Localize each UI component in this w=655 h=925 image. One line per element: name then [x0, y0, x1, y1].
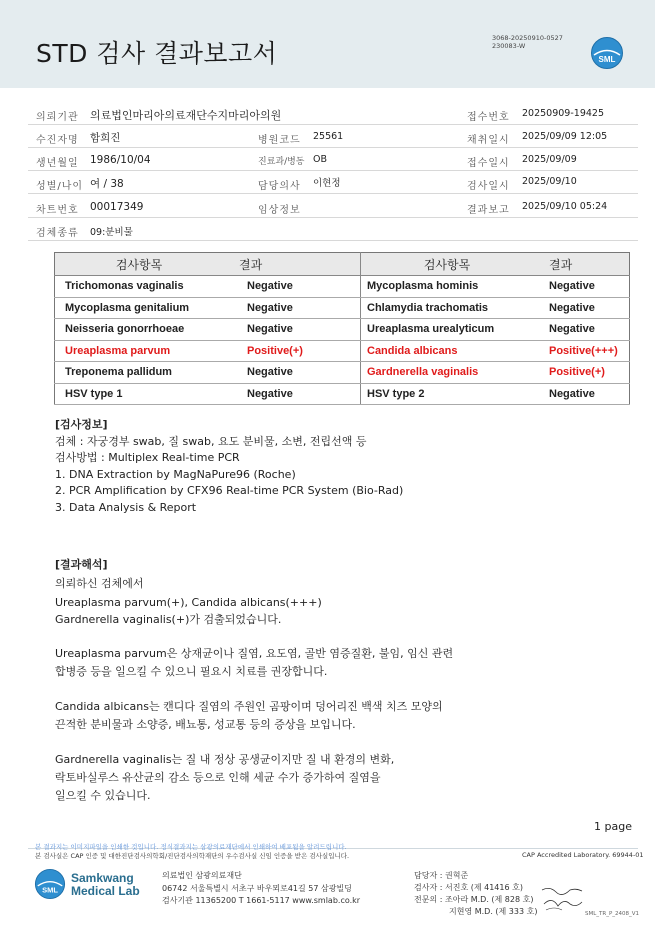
- test-item: Neisseria gonorrhoeae: [55, 319, 224, 341]
- sml-footer-logo-icon: [34, 868, 66, 900]
- test-item: Mycoplasma genitalium: [55, 297, 224, 319]
- birth-label: 생년월일: [36, 158, 79, 169]
- col-result-left: 결과: [223, 253, 361, 276]
- hospital-code-value: 25561: [313, 131, 344, 142]
- specimen-value: 09:분비물: [90, 227, 133, 238]
- test-info-line: 3. Data Analysis & Report: [55, 500, 197, 514]
- accession-label: 접수번호: [467, 112, 510, 123]
- doctor-label: 담당의사: [258, 181, 301, 192]
- manager-row: [414, 870, 537, 882]
- specialist-row: [414, 894, 537, 906]
- reported-value: 2025/09/10 05:24: [522, 201, 608, 212]
- interpretation-line: 끈적한 분비물과 소양증, 배뇨통, 성교통 등의 증상을 보입니다.: [55, 718, 356, 731]
- interpretation-line: 일으킬 수 있습니다.: [55, 789, 151, 802]
- manager-label: 담당자 :: [414, 871, 443, 880]
- info-divider: [28, 170, 638, 171]
- chart-value: 00017349: [90, 201, 144, 213]
- received-label: 접수일시: [467, 158, 510, 169]
- test-result: Negative: [533, 319, 630, 341]
- chart-label: 차트번호: [36, 205, 79, 216]
- test-result: Negative: [533, 276, 630, 298]
- dept-value: OB: [313, 154, 327, 165]
- interpretation-line: 합병증 등을 일으킬 수 있으니 필요시 치료를 권장합니다.: [55, 665, 328, 678]
- report-id-line2: 230083-W: [492, 42, 526, 50]
- test-item: Trichomonas vaginalis: [55, 276, 224, 298]
- cap-accreditation: CAP Accredited Laboratory. 69944-01: [522, 851, 644, 859]
- specimen-label: 검체종류: [36, 228, 79, 239]
- manager-name: 권혁준: [444, 871, 469, 880]
- collected-label: 채취일시: [467, 135, 510, 146]
- test-info-line: 검체 : 자궁경부 swab, 질 swab, 요도 분비물, 소변, 전립선액 등: [55, 434, 367, 448]
- test-result-positive: Positive(+): [533, 362, 630, 384]
- sml-logo-text: SML: [598, 55, 616, 64]
- test-info-line: 2. PCR Amplification by CFX96 Real-time PCR System (Bio-Rad): [55, 484, 404, 497]
- received-value: 2025/09/09: [522, 154, 577, 165]
- info-divider: [28, 124, 638, 125]
- test-item-positive: Candida albicans: [361, 340, 534, 362]
- detected-line: Gardnerella vaginalis(+)가 검출되었습니다.: [55, 612, 282, 626]
- brand-line: Medical Lab: [71, 884, 140, 898]
- detected-line: Ureaplasma parvum(+), Candida albicans(+++): [55, 596, 322, 609]
- test-result: Negative: [223, 362, 361, 384]
- interpretation-paragraph: [55, 698, 615, 734]
- patient-value: 함희진: [90, 132, 121, 144]
- footer-note-print: 본 결과지는 이미지파일을 인쇄한 것입니다. 정식결과지는 삼광의료재단에서 인쇄하여 배포됨을 알려드립니다.: [35, 843, 347, 851]
- test-result-positive: Positive(+): [223, 340, 361, 362]
- interpretation-line: Gardnerella vaginalis는 질 내 정상 공생균이지만 질 내 환경의 변화,: [55, 753, 395, 766]
- test-item: HSV type 2: [361, 383, 534, 405]
- test-result-positive: Positive(+++): [533, 340, 630, 362]
- specialist-label: 전문의 :: [414, 895, 443, 904]
- institution-value: 의료법인마리아의료재단수지마리아의원: [90, 109, 282, 122]
- results-table: [54, 252, 630, 405]
- interpretation-section: [55, 557, 615, 805]
- test-info-line: 검사방법 : Multiplex Real-time PCR: [55, 451, 240, 464]
- org-name: 의료법인 삼광의료재단: [162, 871, 242, 880]
- institution-label: 의뢰기관: [36, 112, 79, 123]
- interpretation-intro: 의뢰하신 검체에서: [55, 576, 144, 590]
- birth-value: 1986/10/04: [90, 154, 151, 166]
- test-result: Negative: [533, 297, 630, 319]
- tester-name: 서진호 (제 41416 호): [444, 883, 523, 892]
- dept-label: 진료과/병동: [258, 157, 305, 167]
- info-divider: [28, 217, 638, 218]
- org-block: [162, 870, 360, 908]
- interpretation-heading: [결과해석]: [55, 558, 108, 571]
- reported-label: 결과보고: [467, 205, 510, 216]
- test-result: Negative: [533, 383, 630, 405]
- accession-value: 20250909-19425: [522, 108, 605, 119]
- signatories: [414, 870, 537, 918]
- clinical-label: 임상정보: [258, 205, 301, 216]
- org-address: 06742 서울특별시 서초구 바우뫼로41길 57 삼광빌딩: [162, 883, 352, 893]
- table-row: [55, 319, 630, 341]
- table-row: [55, 362, 630, 384]
- table-row: [55, 276, 630, 298]
- specialist-name: 조아라 M.D. (제 828 호): [444, 895, 534, 904]
- footer-note-cap: 본 검사실은 CAP 인증 및 대한진단검사의학회/진단검사의학재단의 우수검사실 신임 인증을 받은 검사실입니다.: [35, 852, 350, 860]
- table-row: [55, 297, 630, 319]
- brand-name: [71, 872, 140, 898]
- sex-age-value: 여 / 38: [90, 178, 124, 190]
- tester-label: 검사자 :: [414, 883, 443, 892]
- test-item-positive: Gardnerella vaginalis: [361, 362, 534, 384]
- test-result: Negative: [223, 319, 361, 341]
- interpretation-line: Ureaplasma parvum은 상재균이나 질염, 요도염, 골반 염증질환, 불임, 임신 관련: [55, 647, 454, 660]
- hospital-code-label: 병원코드: [258, 135, 301, 146]
- sml-footer-logo-text: SML: [42, 885, 58, 895]
- table-row: [55, 340, 630, 362]
- col-item-left: 검사항목: [55, 253, 224, 276]
- info-divider: [28, 240, 638, 241]
- tested-value: 2025/09/10: [522, 176, 577, 187]
- test-result: Negative: [223, 297, 361, 319]
- col-result-right: 결과: [533, 253, 630, 276]
- sex-age-label: 성별/나이: [36, 181, 84, 192]
- test-result: Negative: [223, 276, 361, 298]
- report-title: STD 검사 결과보고서: [36, 39, 278, 68]
- brand-line: Samkwang: [71, 871, 134, 885]
- form-version: SML_TR_P_2408_V1: [585, 911, 640, 917]
- interpretation-line: 락토바실루스 유산균의 감소 등으로 인해 세균 수가 증가하여 질염을: [55, 771, 381, 784]
- interpretation-line: Candida albicans는 캔디다 질염의 주원인 곰팡이며 덩어리진 백색 치즈 모양의: [55, 700, 443, 713]
- test-item: Ureaplasma urealyticum: [361, 319, 534, 341]
- report-id: [492, 34, 563, 50]
- interpretation-paragraph: [55, 751, 615, 805]
- info-divider: [28, 193, 638, 194]
- org-contact: 검사기관 11365200 T 1661-5117 www.smlab.co.kr: [162, 896, 361, 905]
- patient-label: 수진자명: [36, 135, 79, 146]
- results-header-row: [55, 253, 630, 276]
- tester-row: [414, 882, 537, 894]
- table-row: [55, 383, 630, 405]
- test-item: HSV type 1: [55, 383, 224, 405]
- tested-label: 검사일시: [467, 181, 510, 192]
- test-info-section: [55, 417, 403, 516]
- report-id-line1: 3068-20250910-0527: [492, 34, 563, 42]
- test-result: Negative: [223, 383, 361, 405]
- specialist-name: 지현영 M.D. (제 333 호): [449, 907, 538, 916]
- col-item-right: 검사항목: [361, 253, 534, 276]
- test-info-line: 1. DNA Extraction by MagNaPure96 (Roche): [55, 467, 296, 481]
- collected-value: 2025/09/09 12:05: [522, 131, 608, 142]
- test-item: Chlamydia trachomatis: [361, 297, 534, 319]
- signature-icon: [540, 884, 584, 912]
- doctor-value: 이현정: [313, 178, 341, 189]
- page-number: 1 page: [594, 820, 632, 833]
- test-item: Treponema pallidum: [55, 362, 224, 384]
- test-item-positive: Ureaplasma parvum: [55, 340, 224, 362]
- test-item: Mycoplasma hominis: [361, 276, 534, 298]
- sml-logo-icon: [590, 36, 624, 70]
- test-info-heading: [검사정보]: [55, 418, 108, 431]
- info-divider: [28, 147, 638, 148]
- interpretation-paragraph: [55, 645, 615, 681]
